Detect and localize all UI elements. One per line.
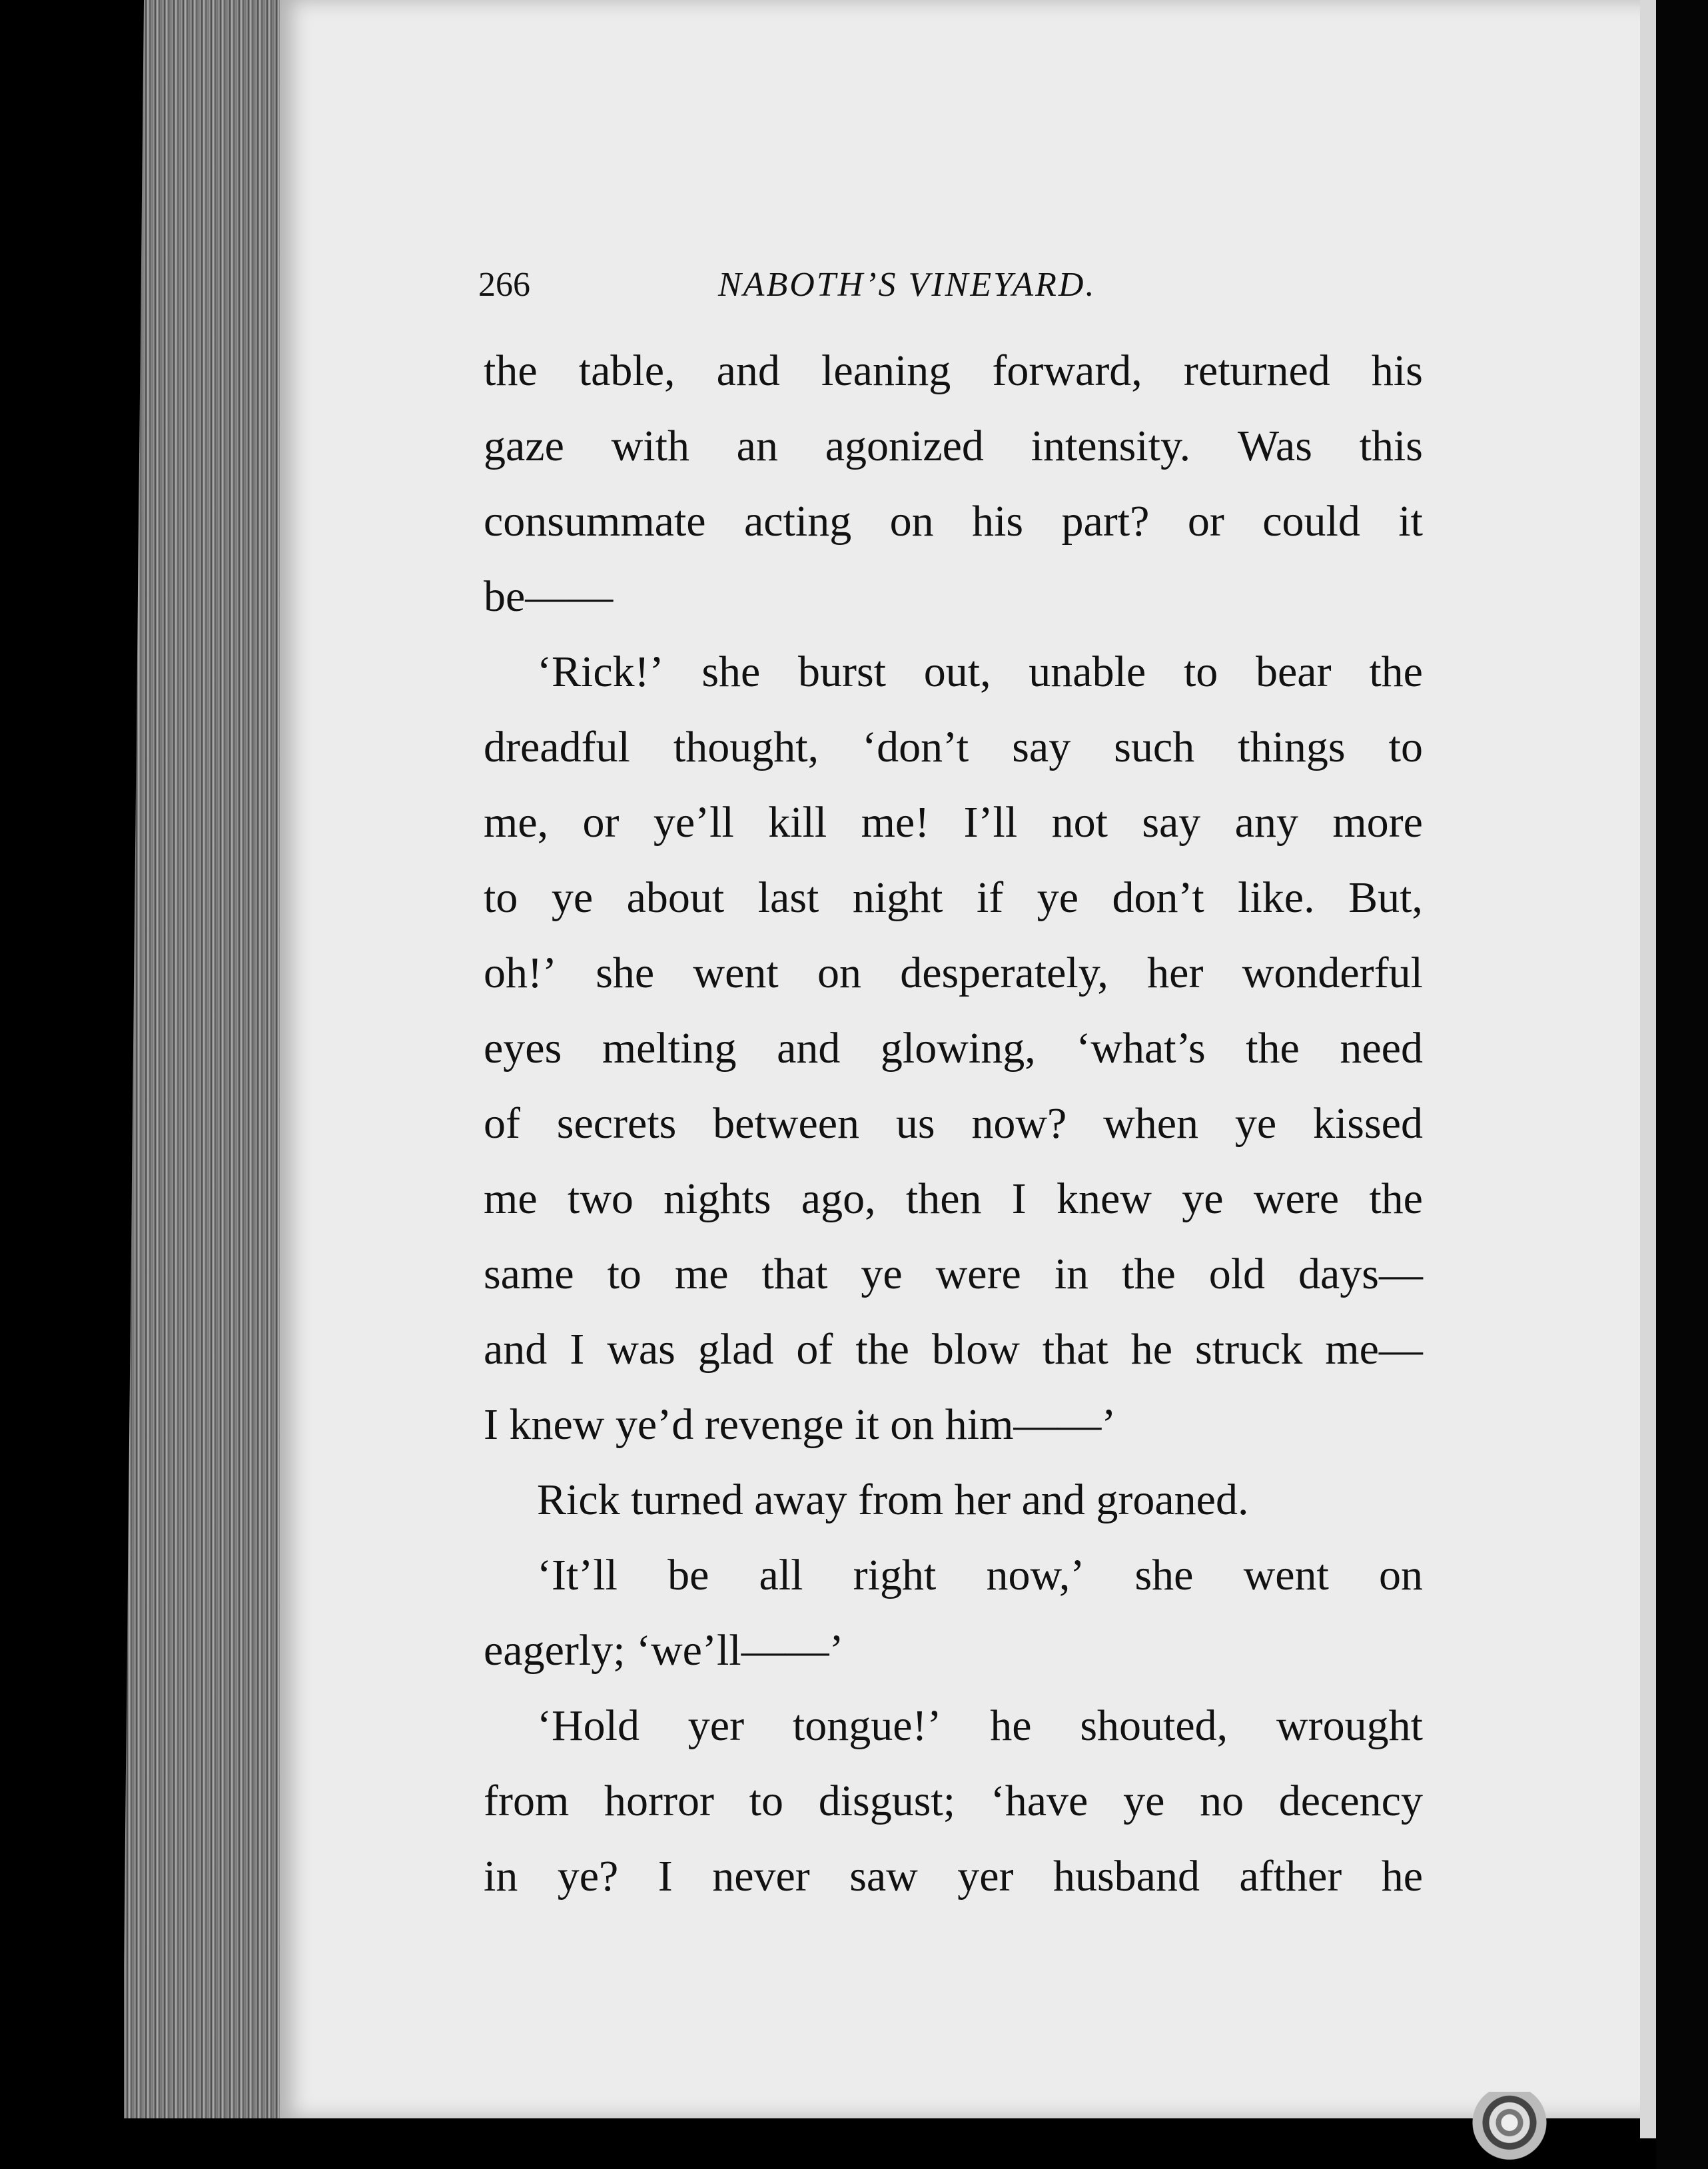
text-line: ‘It’ll be all right now,’ she went on <box>537 1551 1423 1599</box>
text-line: consummate acting on his part? or could it <box>484 497 1423 546</box>
text-line: from horror to disgust; ‘have ye no decency <box>484 1777 1423 1825</box>
text-line: eyes melting and glowing, ‘what’s the need <box>484 1024 1423 1073</box>
text-line: gaze with an agonized intensity. Was this <box>484 422 1423 470</box>
body-text <box>484 333 1423 1914</box>
scan-background <box>1656 0 1708 2169</box>
text-line: me, or ye’ll kill me! I’ll not say any more <box>484 798 1423 847</box>
text-line: same to me that ye were in the old days— <box>484 1250 1423 1298</box>
text-line: I knew ye’d revenge it on him——’ <box>484 1400 1116 1449</box>
page-number: 266 <box>478 266 530 304</box>
text-line: the table, and leaning forward, returned his <box>484 346 1423 395</box>
text-line: ‘Rick!’ she burst out, unable to bear the <box>537 648 1423 696</box>
text-line: me two nights ago, then I knew ye were the <box>484 1174 1423 1223</box>
text-line: to ye about last night if ye don’t like. But, <box>484 873 1423 922</box>
text-line: Rick turned away from her and groaned. <box>537 1476 1249 1524</box>
text-line: eagerly; ‘we’ll——’ <box>484 1626 844 1675</box>
text-line: ‘Hold yer tongue!’ he shouted, wrought <box>537 1701 1423 1750</box>
page-header <box>478 265 1424 318</box>
text-line: oh!’ she went on desperately, her wonderful <box>484 949 1423 997</box>
text-line: in ye? I never saw yer husband afther he <box>484 1852 1423 1901</box>
text-line: and I was glad of the blow that he struck me— <box>484 1325 1423 1374</box>
text-line: of secrets between us now? when ye kissed <box>484 1099 1423 1148</box>
text-line: dreadful thought, ‘don’t say such things to <box>484 723 1423 771</box>
page-right-edge <box>1640 0 1656 2138</box>
page-edges <box>124 0 290 2118</box>
scan-artifact <box>1472 2092 1565 2169</box>
running-head: NABOTH’S VINEYARD. <box>718 266 1096 304</box>
text-line: be—— <box>484 572 614 621</box>
